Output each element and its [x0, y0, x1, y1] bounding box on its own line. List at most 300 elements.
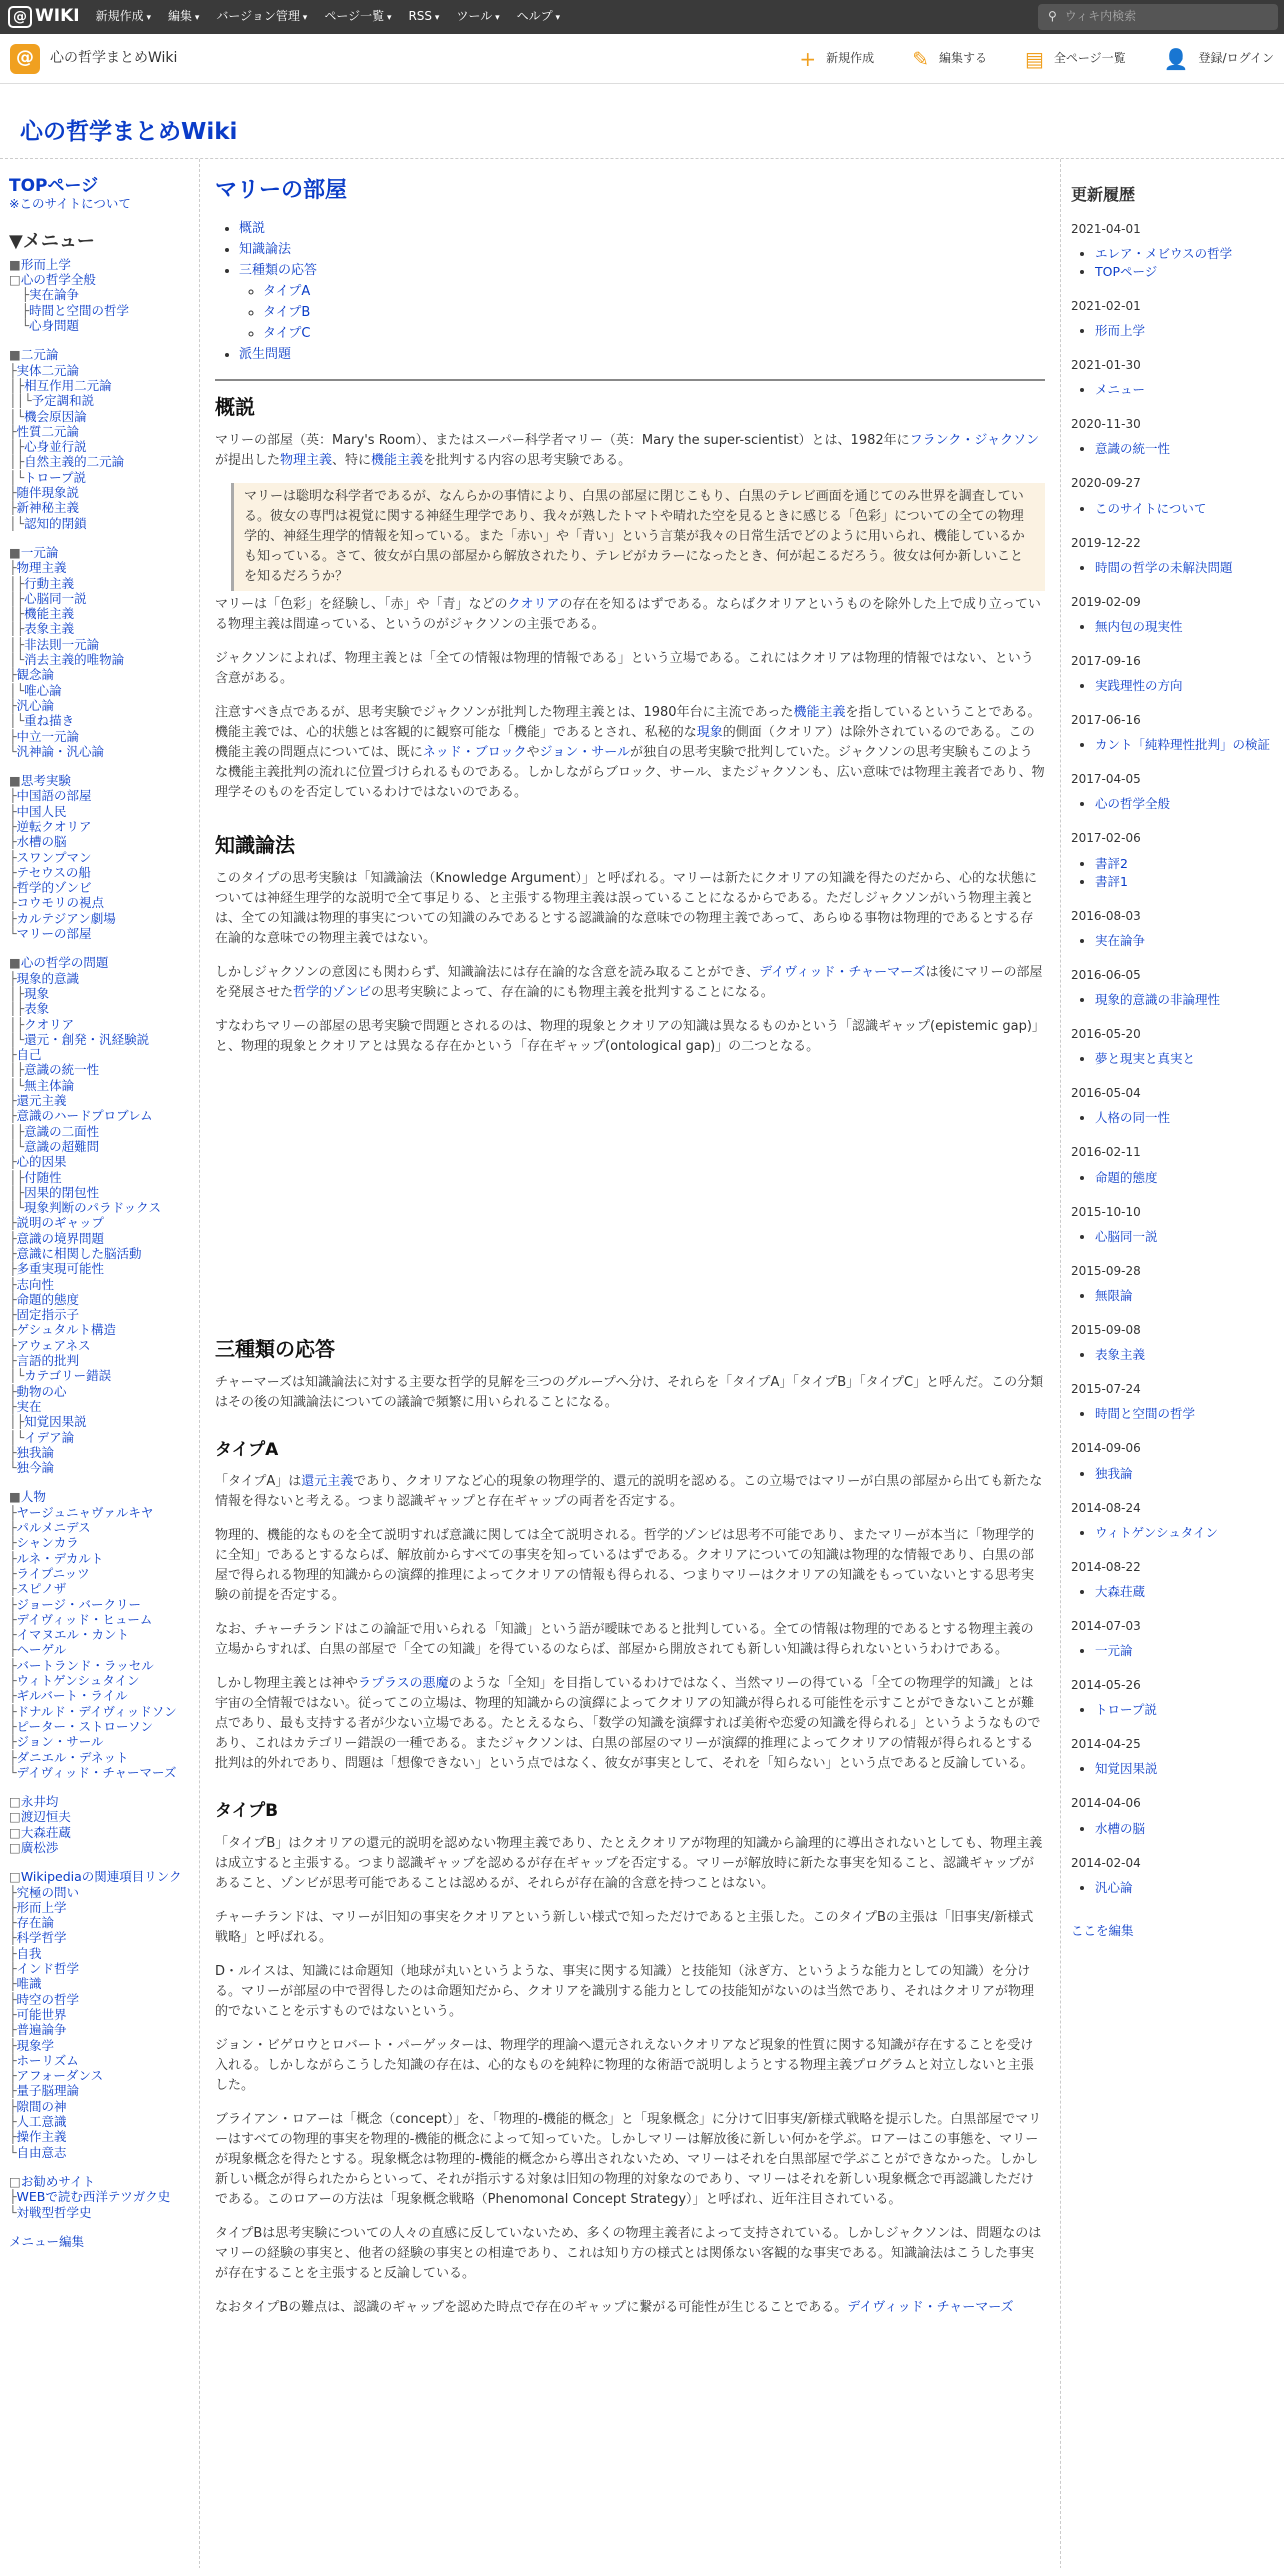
menu-item[interactable] [9, 591, 199, 606]
menu-pages[interactable]: ページ一覧 ▾ [324, 7, 391, 26]
menu-item-label[interactable]: 二元論 [20, 347, 59, 363]
menu-item-label[interactable]: インド哲学 [16, 1961, 80, 1977]
menu-item-label[interactable]: 普遍論争 [16, 2022, 67, 2038]
menu-item[interactable] [9, 1384, 199, 1399]
menu-item[interactable] [9, 880, 199, 895]
site-name[interactable]: 心の哲学まとめWiki [50, 50, 178, 67]
menu-item[interactable] [9, 1261, 199, 1276]
menu-item[interactable] [9, 2189, 199, 2204]
menu-item[interactable] [9, 926, 199, 941]
menu-item[interactable] [9, 1869, 199, 1884]
menu-item[interactable] [9, 819, 199, 834]
menu-item-label[interactable]: 渡辺恒夫 [20, 1809, 71, 1825]
toc-item[interactable]: 三種類の応答 [239, 263, 318, 279]
menu-item[interactable] [9, 2099, 199, 2114]
menu-item[interactable] [9, 744, 199, 759]
menu-item-label[interactable]: 心の哲学全般 [20, 272, 96, 288]
menu-item-label[interactable]: 行動主義 [24, 575, 75, 591]
menu-item-label[interactable]: 可能世界 [16, 2006, 67, 2022]
menu-item-label[interactable]: 対戦型哲学史 [16, 2204, 92, 2220]
menu-item[interactable] [9, 1292, 199, 1307]
menu-item-label[interactable]: スピノザ [16, 1581, 67, 1597]
menu-item-label[interactable]: ヘーゲル [16, 1642, 67, 1658]
menu-item[interactable] [9, 1017, 199, 1032]
update-link[interactable]: 無内包の現実性 [1095, 618, 1183, 634]
menu-item-label[interactable]: ダニエル・デネット [16, 1749, 129, 1765]
menu-item-label[interactable]: 思考実験 [20, 773, 71, 789]
menu-item[interactable] [9, 1809, 199, 1824]
menu-item[interactable] [9, 1642, 199, 1657]
menu-item[interactable] [9, 1750, 199, 1765]
menu-item[interactable] [9, 2083, 199, 2098]
menu-item[interactable] [9, 1093, 199, 1108]
menu-item[interactable] [9, 1688, 199, 1703]
update-link[interactable]: TOPページ [1095, 263, 1158, 279]
menu-item[interactable] [9, 1535, 199, 1550]
menu-item-label[interactable]: ピーター・ストローソン [16, 1718, 154, 1734]
menu-item-label[interactable]: 心の哲学の問題 [20, 955, 109, 971]
menu-item-label[interactable]: 命題的態度 [16, 1291, 80, 1307]
menu-item-label[interactable]: 時間と空間の哲学 [29, 302, 130, 318]
menu-item[interactable] [9, 439, 199, 454]
menu-item[interactable] [9, 272, 199, 287]
menu-item-label[interactable]: パルメニデス [16, 1520, 91, 1536]
menu-item-label[interactable]: 随伴現象説 [16, 485, 80, 501]
toc-item[interactable]: タイプC [263, 326, 311, 342]
menu-item[interactable] [9, 1794, 199, 1809]
menu-item[interactable] [9, 1627, 199, 1642]
menu-item[interactable] [9, 1505, 199, 1520]
site-banner-title[interactable]: 心の哲学まとめWiki [0, 84, 1284, 159]
toc-item[interactable]: タイプB [263, 305, 311, 321]
update-link[interactable]: 実践理性の方向 [1095, 678, 1183, 694]
menu-version[interactable]: バージョン管理 ▾ [216, 7, 307, 26]
menu-item-label[interactable]: 表象 [24, 1001, 50, 1017]
menu-item[interactable] [9, 1992, 199, 2007]
menu-item[interactable] [9, 788, 199, 803]
menu-help[interactable]: ヘルプ ▾ [517, 7, 560, 26]
menu-item-label[interactable]: 心身並行説 [24, 439, 87, 455]
menu-item[interactable] [9, 621, 199, 636]
menu-item-label[interactable]: 独我論 [16, 1444, 55, 1460]
menu-item[interactable] [9, 1078, 199, 1093]
inline-link[interactable]: 機能主義 [371, 453, 424, 469]
update-link[interactable]: 汎心論 [1095, 1879, 1133, 1895]
menu-item-label[interactable]: 形而上学 [20, 256, 71, 272]
wiki-logo[interactable]: @ WIKI [8, 3, 80, 30]
inline-link[interactable]: クオリア [507, 597, 560, 613]
menu-item-label[interactable]: 人工意識 [16, 2114, 67, 2130]
update-link[interactable]: 意識の統一性 [1095, 441, 1171, 457]
menu-item-label[interactable]: イデア論 [24, 1429, 75, 1445]
menu-item[interactable] [9, 378, 199, 393]
update-link[interactable]: 大森荘蔵 [1095, 1583, 1146, 1599]
menu-item[interactable] [9, 1108, 199, 1123]
menu-item-label[interactable]: 逆転クオリア [16, 818, 92, 834]
menu-item[interactable] [9, 1215, 199, 1230]
menu-item[interactable] [9, 1460, 199, 1475]
menu-item-label[interactable]: シャンカラ [16, 1535, 79, 1551]
menu-item[interactable] [9, 1368, 199, 1383]
login-button[interactable]: 👤 登録/ログイン [1164, 43, 1274, 75]
menu-item-label[interactable]: 唯識 [16, 1976, 42, 1992]
search-input[interactable]: ⚲ ウィキ内検索 [1038, 4, 1278, 30]
menu-item[interactable] [9, 1277, 199, 1292]
menu-item-label[interactable]: 実在論争 [29, 287, 80, 303]
menu-item-label[interactable]: 実体二元論 [16, 362, 80, 378]
menu-item[interactable] [9, 1566, 199, 1581]
menu-item[interactable] [9, 1489, 199, 1504]
menu-item-label[interactable]: 形而上学 [16, 1899, 67, 1915]
toc-item[interactable]: 知識論法 [239, 242, 292, 258]
menu-item-label[interactable]: アウェアネス [16, 1337, 91, 1353]
update-link[interactable]: トロープ説 [1095, 1702, 1157, 1718]
menu-item[interactable] [9, 1154, 199, 1169]
update-link[interactable]: 時間の哲学の未解決問題 [1095, 559, 1233, 575]
update-link[interactable]: 書評2 [1095, 855, 1128, 871]
menu-item[interactable] [9, 1840, 199, 1855]
update-link[interactable]: 形而上学 [1095, 322, 1146, 338]
menu-item-label[interactable]: 物理主義 [16, 560, 67, 576]
menu-item-label[interactable]: 量子脳理論 [16, 2083, 80, 2099]
inline-link[interactable]: 物理主義 [280, 453, 333, 469]
new-page-button[interactable]: + 新規作成 [799, 43, 874, 75]
all-pages-button[interactable]: ▤ 全ページ一覧 [1025, 43, 1126, 75]
inline-link[interactable]: 現象 [696, 725, 723, 741]
menu-item-label[interactable]: 機会原因論 [24, 408, 87, 424]
menu-item[interactable] [9, 1185, 199, 1200]
menu-item-label[interactable]: 隙間の神 [16, 2098, 67, 2114]
menu-item-label[interactable]: 中国語の部屋 [16, 788, 92, 804]
menu-item-label[interactable]: Wikipediaの関連項目リンク [20, 1869, 182, 1885]
toc-item[interactable]: タイプA [263, 284, 311, 300]
menu-item[interactable] [9, 911, 199, 926]
menu-item[interactable] [9, 2022, 199, 2037]
update-link[interactable]: 知覚因果説 [1095, 1761, 1158, 1777]
menu-item[interactable] [9, 1307, 199, 1322]
menu-item-label[interactable]: 一元論 [20, 544, 59, 560]
menu-item[interactable] [9, 1765, 199, 1780]
menu-item[interactable] [9, 363, 199, 378]
menu-item[interactable] [9, 2145, 199, 2160]
menu-item-label[interactable]: 現象的意識 [16, 970, 80, 986]
menu-item-label[interactable]: 重ね描き [24, 713, 75, 729]
menu-item[interactable] [9, 971, 199, 986]
menu-item[interactable] [9, 1658, 199, 1673]
menu-item[interactable] [9, 1719, 199, 1734]
menu-item-label[interactable]: テセウスの船 [16, 864, 91, 880]
menu-item[interactable] [9, 834, 199, 849]
menu-item[interactable] [9, 257, 199, 272]
menu-item[interactable] [9, 986, 199, 1001]
menu-item[interactable] [9, 409, 199, 424]
menu-item-label[interactable]: 還元・創発・汎経験説 [24, 1031, 150, 1047]
menu-item[interactable] [9, 560, 199, 575]
menu-tools[interactable]: ツール ▾ [456, 7, 499, 26]
menu-item-label[interactable]: 志向性 [16, 1276, 55, 1292]
menu-item[interactable] [9, 424, 199, 439]
menu-item[interactable] [9, 1946, 199, 1961]
menu-item[interactable] [9, 1200, 199, 1215]
menu-item-label[interactable]: ウィトゲンシュタイン [16, 1673, 140, 1689]
menu-item[interactable] [9, 318, 199, 333]
menu-item-label[interactable]: ジョージ・バークリー [16, 1596, 142, 1612]
menu-item[interactable] [9, 1900, 199, 1915]
menu-item[interactable] [9, 1551, 199, 1566]
update-link[interactable]: 無限論 [1095, 1287, 1133, 1303]
menu-item-label[interactable]: 自己 [16, 1047, 42, 1063]
menu-item-label[interactable]: 還元主義 [16, 1093, 67, 1109]
menu-item-label[interactable]: 心脳同一説 [24, 590, 87, 606]
menu-item-label[interactable]: 意識の統一性 [24, 1062, 100, 1078]
menu-item[interactable] [9, 1976, 199, 1991]
edit-page-button[interactable]: ✎ 編集する [912, 43, 987, 75]
menu-item[interactable] [9, 2053, 199, 2068]
menu-item[interactable] [9, 500, 199, 515]
inline-link[interactable]: 還元主義 [301, 1474, 354, 1490]
menu-item-label[interactable]: 存在論 [16, 1915, 55, 1931]
menu-item[interactable] [9, 1231, 199, 1246]
menu-item[interactable] [9, 1915, 199, 1930]
toc-item[interactable]: 派生問題 [239, 347, 292, 363]
menu-item-label[interactable]: 現象学 [16, 2037, 55, 2053]
menu-item-label[interactable]: イマヌエル・カント [16, 1627, 130, 1643]
menu-item[interactable] [9, 729, 199, 744]
menu-item-label[interactable]: 心身問題 [29, 318, 80, 334]
menu-item-label[interactable]: スワンプマン [16, 849, 92, 865]
menu-item[interactable] [9, 1032, 199, 1047]
menu-item-label[interactable]: 観念論 [16, 667, 55, 683]
menu-item[interactable] [9, 2174, 199, 2189]
menu-item-label[interactable]: 中立一元論 [16, 728, 80, 744]
menu-item-label[interactable]: 機能主義 [24, 606, 75, 622]
menu-item[interactable] [9, 2114, 199, 2129]
toc-item[interactable]: 概説 [239, 221, 266, 237]
about-link[interactable]: ※このサイトについて [9, 196, 131, 212]
menu-item[interactable] [9, 2007, 199, 2022]
menu-item-label[interactable]: デイヴィッド・ヒューム [16, 1611, 153, 1627]
menu-item[interactable] [9, 576, 199, 591]
menu-item[interactable] [9, 454, 199, 469]
menu-item[interactable] [9, 2129, 199, 2144]
menu-item-label[interactable]: 消去主義的唯物論 [24, 652, 125, 668]
menu-item-label[interactable]: ライプニッツ [16, 1565, 90, 1581]
menu-item-label[interactable]: 言語的批判 [16, 1353, 80, 1369]
menu-item-label[interactable]: アフォーダンス [16, 2068, 104, 2084]
menu-item[interactable] [9, 516, 199, 531]
menu-item-label[interactable]: 自由意志 [16, 2144, 67, 2160]
menu-item[interactable] [9, 347, 199, 362]
menu-item-label[interactable]: 付随性 [24, 1169, 62, 1185]
menu-item[interactable] [9, 1930, 199, 1945]
menu-item-label[interactable]: ジョン・サール [16, 1734, 104, 1750]
update-link[interactable]: 心脳同一説 [1095, 1228, 1158, 1244]
inline-link[interactable]: 哲学的ゾンビ [293, 985, 372, 1001]
menu-item[interactable] [9, 1353, 199, 1368]
menu-item-label[interactable]: 相互作用二元論 [24, 377, 112, 393]
menu-item[interactable] [9, 1704, 199, 1719]
menu-item-label[interactable]: 現象判断のパラドックス [24, 1200, 161, 1216]
menu-item[interactable] [9, 1062, 199, 1077]
update-link[interactable]: 命題的態度 [1095, 1169, 1158, 1185]
inline-link[interactable]: ラプラスの悪魔 [358, 1676, 449, 1692]
menu-item[interactable] [9, 1124, 199, 1139]
inline-link[interactable]: 機能主義 [793, 705, 846, 721]
menu-item-label[interactable]: 認知的閉鎖 [24, 515, 87, 531]
menu-item[interactable] [9, 1246, 199, 1261]
menu-item[interactable] [9, 667, 199, 682]
menu-item-label[interactable]: 意識の超難問 [24, 1138, 100, 1154]
menu-item-label[interactable]: 意識のハードプロブレム [16, 1108, 153, 1124]
menu-item[interactable] [9, 1430, 199, 1445]
menu-item-label[interactable]: 水槽の脳 [16, 834, 67, 850]
menu-item-label[interactable]: 時空の哲学 [16, 1991, 80, 2007]
top-page-link[interactable]: TOPページ [9, 176, 99, 196]
menu-item[interactable] [9, 1047, 199, 1062]
menu-item-label[interactable]: 唯心論 [24, 682, 62, 698]
menu-item-label[interactable]: ルネ・デカルト [16, 1550, 104, 1566]
menu-item-label[interactable]: 操作主義 [16, 2129, 67, 2145]
menu-item-label[interactable]: 自我 [16, 1945, 42, 1961]
menu-item-label[interactable]: 汎心論 [16, 697, 55, 713]
site-logo-icon[interactable]: @ [10, 44, 40, 74]
menu-item[interactable] [9, 393, 199, 408]
menu-item[interactable] [9, 713, 199, 728]
menu-edit-link[interactable]: メニュー編集 [9, 2233, 85, 2249]
edit-here-link[interactable]: ここを編集 [1071, 1922, 1134, 1938]
menu-item[interactable] [9, 1399, 199, 1414]
menu-item[interactable] [9, 1597, 199, 1612]
menu-item[interactable] [9, 1885, 199, 1900]
menu-item-label[interactable]: 多重実現可能性 [16, 1261, 105, 1277]
update-link[interactable]: 一元論 [1095, 1643, 1133, 1659]
menu-item-label[interactable]: 意識の二面性 [24, 1123, 100, 1139]
menu-item[interactable] [9, 287, 199, 302]
menu-item[interactable] [9, 804, 199, 819]
menu-item[interactable] [9, 1734, 199, 1749]
menu-item[interactable] [9, 1961, 199, 1976]
menu-item-label[interactable]: 中国人民 [16, 803, 67, 819]
menu-item[interactable] [9, 470, 199, 485]
menu-item[interactable] [9, 637, 199, 652]
menu-item-label[interactable]: 人物 [20, 1489, 46, 1505]
menu-item[interactable] [9, 303, 199, 318]
menu-item-label[interactable]: ギルバート・ライル [16, 1688, 128, 1704]
menu-item[interactable] [9, 1581, 199, 1596]
menu-rss[interactable]: RSS ▾ [408, 7, 439, 26]
menu-item[interactable] [9, 865, 199, 880]
update-link[interactable]: 独我論 [1095, 1465, 1133, 1481]
menu-item[interactable] [9, 1612, 199, 1627]
update-link[interactable]: 夢と現実と真実と [1095, 1051, 1196, 1067]
menu-item-label[interactable]: 知覚因果説 [24, 1414, 87, 1430]
menu-item[interactable] [9, 485, 199, 500]
menu-item-label[interactable]: WEBで読む西洋テツガク史 [16, 2189, 171, 2205]
inline-link[interactable]: デイヴィッド・チャーマーズ [759, 965, 926, 981]
menu-item-label[interactable]: 汎神論・汎心論 [16, 743, 105, 759]
menu-item[interactable] [9, 1338, 199, 1353]
menu-item-label[interactable]: カルテジアン劇場 [16, 910, 116, 926]
menu-item-label[interactable]: 実在 [16, 1398, 42, 1414]
menu-new[interactable]: 新規作成 ▾ [96, 7, 151, 26]
menu-item[interactable] [9, 2068, 199, 2083]
menu-item-label[interactable]: 新神秘主義 [16, 500, 80, 516]
menu-item[interactable] [9, 1170, 199, 1185]
update-link[interactable]: 人格の同一性 [1095, 1110, 1171, 1126]
update-link[interactable]: 現象的意識の非論理性 [1095, 992, 1221, 1008]
menu-item[interactable] [9, 1520, 199, 1535]
menu-item[interactable] [9, 895, 199, 910]
update-link[interactable]: このサイトについて [1095, 500, 1207, 516]
menu-item-label[interactable]: 現象 [24, 985, 50, 1001]
menu-item-label[interactable]: 無主体論 [24, 1077, 75, 1093]
update-link[interactable]: カント「純粋理性批判」の検証 [1095, 737, 1271, 753]
menu-item-label[interactable]: 性質二元論 [16, 423, 80, 439]
menu-item-label[interactable]: 大森荘蔵 [20, 1824, 71, 1840]
update-link[interactable]: 書評1 [1095, 873, 1128, 889]
update-link[interactable]: 実在論争 [1095, 932, 1146, 948]
menu-item-label[interactable]: ヤージュニャヴァルキヤ [16, 1504, 154, 1520]
menu-item[interactable] [9, 1322, 199, 1337]
menu-item[interactable] [9, 2205, 199, 2220]
menu-item-label[interactable]: デイヴィッド・チャーマーズ [16, 1764, 177, 1780]
update-link[interactable]: 水槽の脳 [1095, 1820, 1146, 1836]
menu-item-label[interactable]: 因果的閉包性 [24, 1184, 100, 1200]
update-link[interactable]: ウィトゲンシュタイン [1095, 1524, 1218, 1540]
menu-item-label[interactable]: 表象主義 [24, 621, 75, 637]
update-link[interactable]: メニュー [1095, 382, 1146, 398]
menu-item-label[interactable]: 究極の問い [16, 1884, 80, 1900]
update-link[interactable]: 表象主義 [1095, 1347, 1146, 1363]
update-link[interactable]: 時間と空間の哲学 [1095, 1406, 1196, 1422]
menu-item[interactable] [9, 773, 199, 788]
menu-item[interactable] [9, 850, 199, 865]
menu-item-label[interactable]: 意識の境界問題 [16, 1230, 105, 1246]
menu-item-label[interactable]: 廣松渉 [20, 1839, 59, 1855]
menu-edit[interactable]: 編集 ▾ [168, 7, 199, 26]
menu-item[interactable] [9, 955, 199, 970]
menu-item-label[interactable]: 予定調和説 [31, 393, 95, 409]
menu-item-label[interactable]: 説明のギャップ [16, 1215, 105, 1231]
menu-item-label[interactable]: 意識に相関した脳活動 [16, 1246, 142, 1261]
menu-item-label[interactable]: 非法則一元論 [24, 636, 100, 652]
menu-item-label[interactable]: トロープ説 [24, 469, 86, 485]
menu-item-label[interactable]: ゲシュタルト構造 [16, 1322, 117, 1338]
menu-item[interactable] [9, 683, 199, 698]
menu-item[interactable] [9, 652, 199, 667]
menu-item-label[interactable]: 科学哲学 [16, 1930, 67, 1946]
page-title[interactable]: マリーの部屋 [215, 178, 348, 203]
menu-item[interactable] [9, 545, 199, 560]
menu-item-label[interactable]: 独今論 [16, 1460, 55, 1476]
menu-item[interactable] [9, 1139, 199, 1154]
menu-item[interactable] [9, 2038, 199, 2053]
menu-item-label[interactable]: 動物の心 [16, 1383, 67, 1399]
update-link[interactable]: エレア・メビウスの哲学 [1095, 245, 1233, 261]
menu-item-label[interactable]: マリーの部屋 [16, 926, 92, 942]
menu-item-label[interactable]: 永井均 [20, 1794, 59, 1810]
inline-link[interactable]: ネッド・ブロック [422, 745, 527, 761]
menu-item[interactable] [9, 1001, 199, 1016]
menu-item[interactable] [9, 1825, 199, 1840]
menu-item-label[interactable]: 固定指示子 [16, 1307, 80, 1323]
menu-item-label[interactable]: お勧めサイト [20, 2173, 95, 2189]
menu-item[interactable] [9, 606, 199, 621]
menu-item[interactable] [9, 1414, 199, 1429]
menu-item[interactable] [9, 698, 199, 713]
menu-item[interactable] [9, 1445, 199, 1460]
menu-item-label[interactable]: 心的因果 [16, 1154, 67, 1170]
